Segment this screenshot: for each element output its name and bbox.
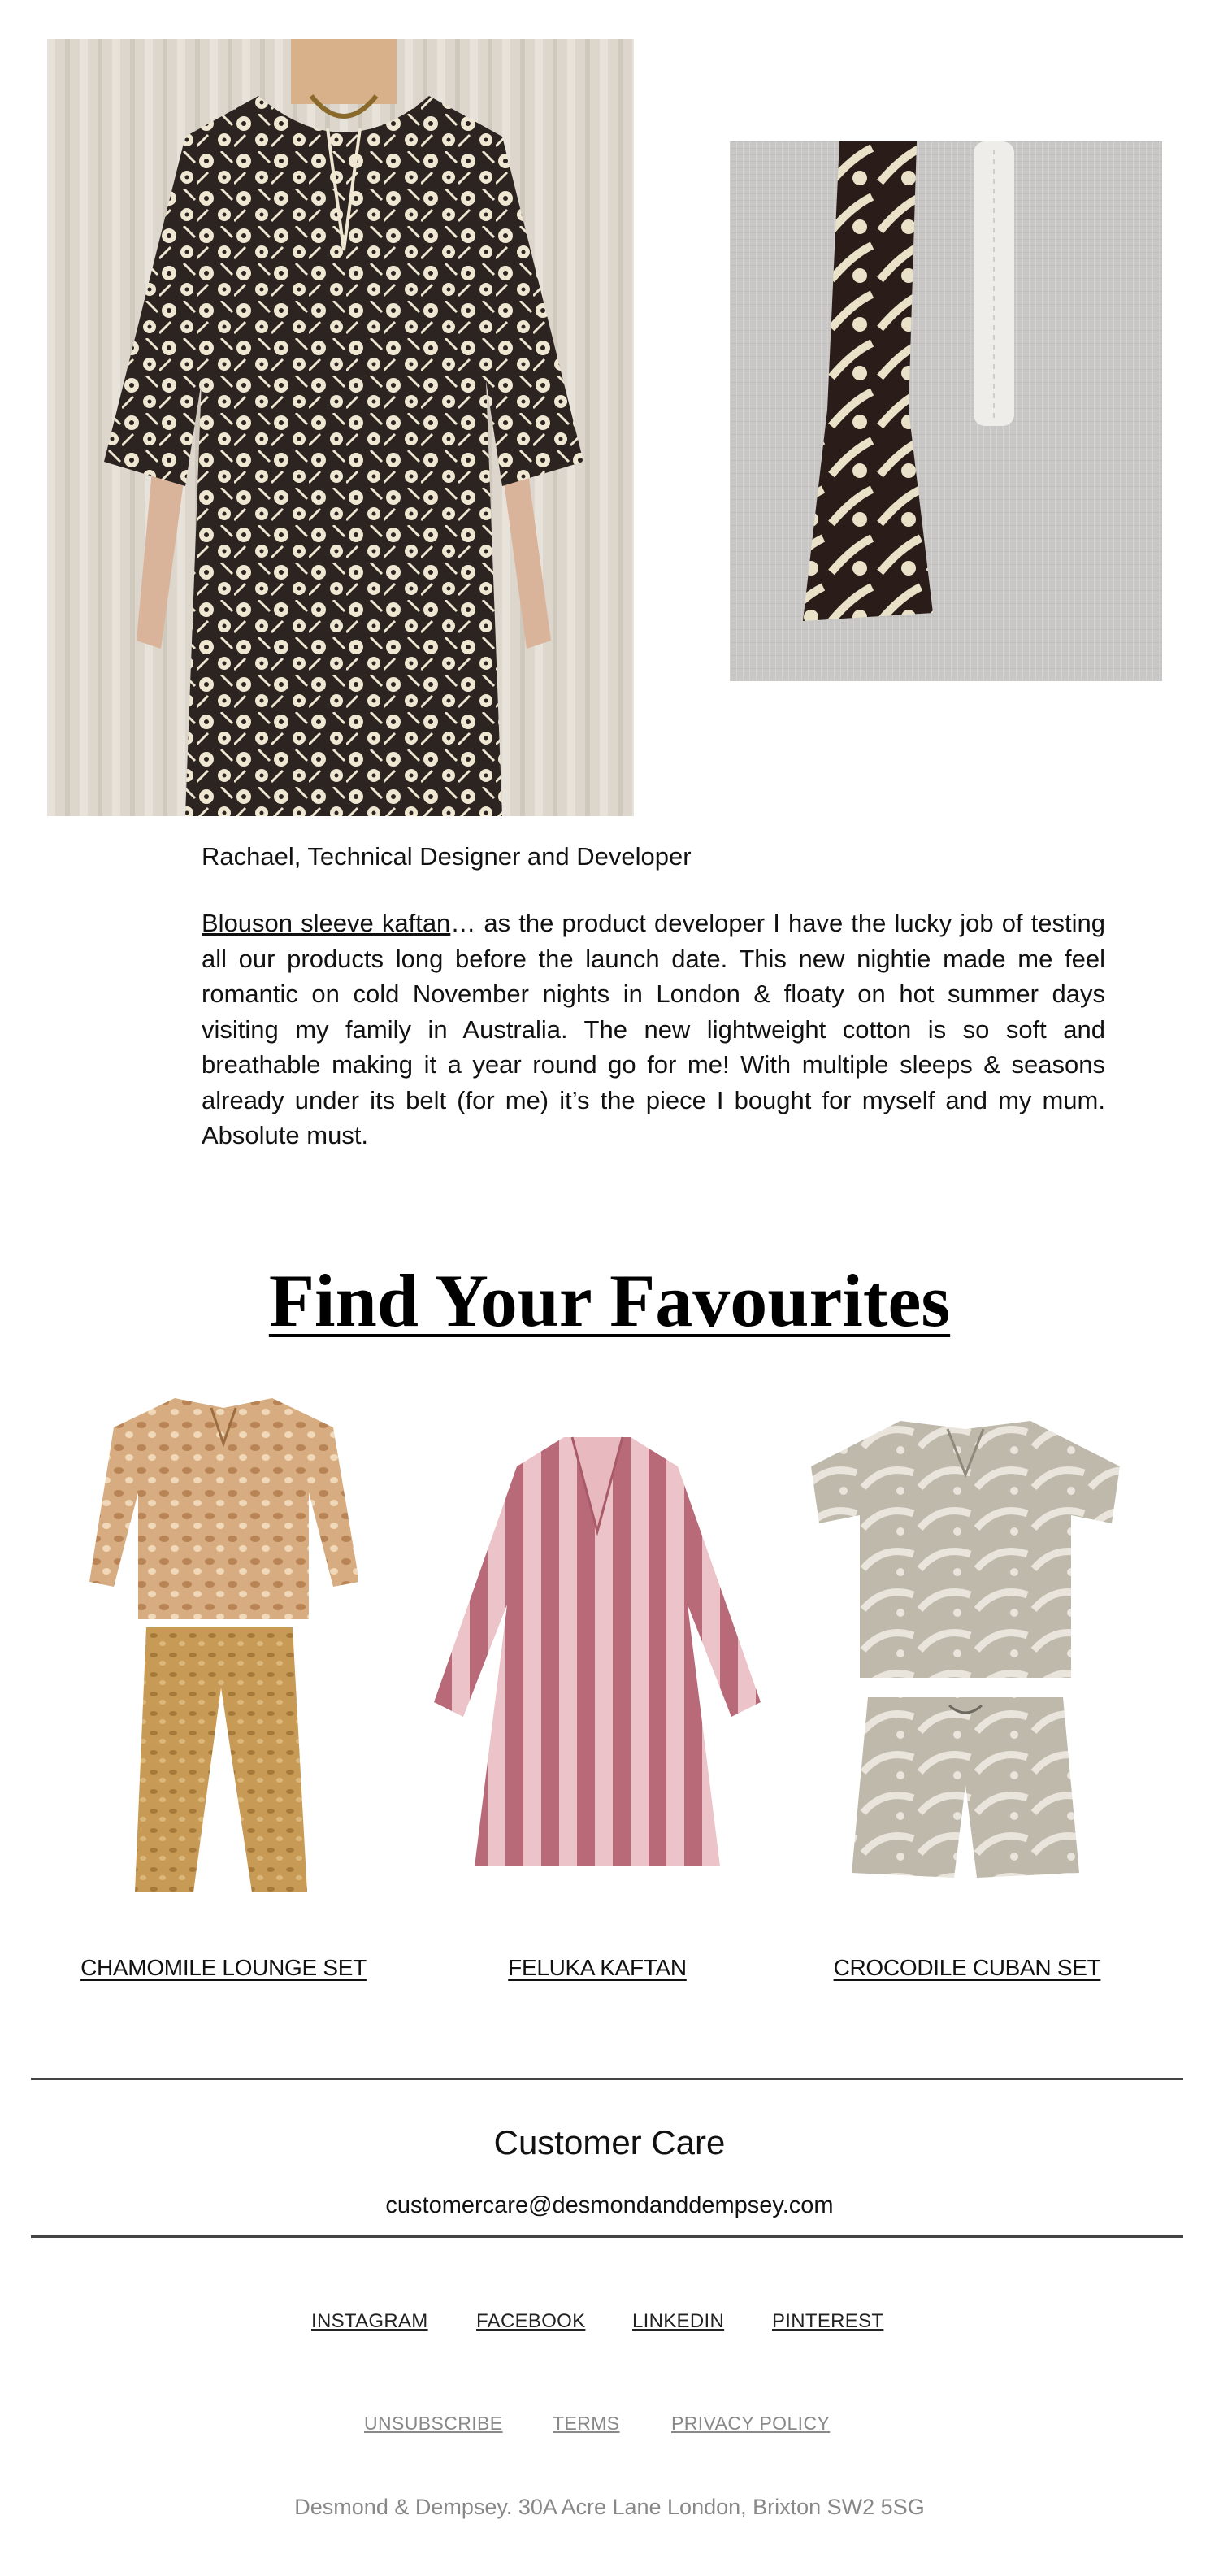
favourites-heading: Find Your Favourites bbox=[268, 1259, 951, 1342]
customer-care-title: Customer Care bbox=[493, 2123, 726, 2161]
testimonial-author: Rachael, Technical Designer and Developer bbox=[202, 842, 692, 871]
facebook-link[interactable]: FACEBOOK bbox=[476, 2310, 586, 2332]
pinterest-link[interactable]: PINTEREST bbox=[772, 2310, 884, 2332]
testimonial-text: … as the product developer I have the lucky job of testing all our products long before the launch date. This new nightie made me feel romantic on cold November nights in London & floaty on hot summer days visiting my family in Australia. The new lightweight cotton is so soft and breathable making it a year round go for me! With multiple sleeps & seasons already under its belt (for me) it’s the piece I bought for myself and my mum. Absolute must. bbox=[202, 909, 1106, 1149]
chamomile-lounge-set-image[interactable] bbox=[89, 1395, 358, 1904]
footer-divider-top bbox=[31, 2078, 1183, 2080]
hero-model-photo bbox=[47, 39, 634, 816]
chamomile-lounge-set-link[interactable]: CHAMOMILE LOUNGE SET bbox=[80, 1955, 367, 1980]
blouson-kaftan-link[interactable]: Blouson sleeve kaftan bbox=[202, 909, 451, 937]
feluka-kaftan-link[interactable]: FELUKA KAFTAN bbox=[508, 1955, 687, 1980]
crocodile-cuban-set-link[interactable]: CROCODILE CUBAN SET bbox=[833, 1955, 1101, 1980]
crocodile-cuban-set-image[interactable] bbox=[803, 1418, 1128, 1878]
instagram-link[interactable]: INSTAGRAM bbox=[311, 2310, 428, 2332]
terms-link[interactable]: TERMS bbox=[553, 2413, 620, 2434]
customer-care-email-link[interactable]: customercare@desmondanddempsey.com bbox=[385, 2192, 834, 2218]
footer-divider-bottom bbox=[31, 2235, 1183, 2238]
fabric-detail-photo bbox=[730, 141, 1162, 681]
company-address: Desmond & Dempsey. 30A Acre Lane London, Brixton SW2 5SG bbox=[294, 2495, 925, 2519]
testimonial-body bbox=[202, 906, 1105, 1153]
unsubscribe-link[interactable]: UNSUBSCRIBE bbox=[364, 2413, 503, 2434]
linkedin-link[interactable]: LINKEDIN bbox=[632, 2310, 725, 2332]
feluka-kaftan-image[interactable] bbox=[434, 1434, 761, 1866]
privacy-policy-link[interactable]: PRIVACY POLICY bbox=[671, 2413, 831, 2434]
